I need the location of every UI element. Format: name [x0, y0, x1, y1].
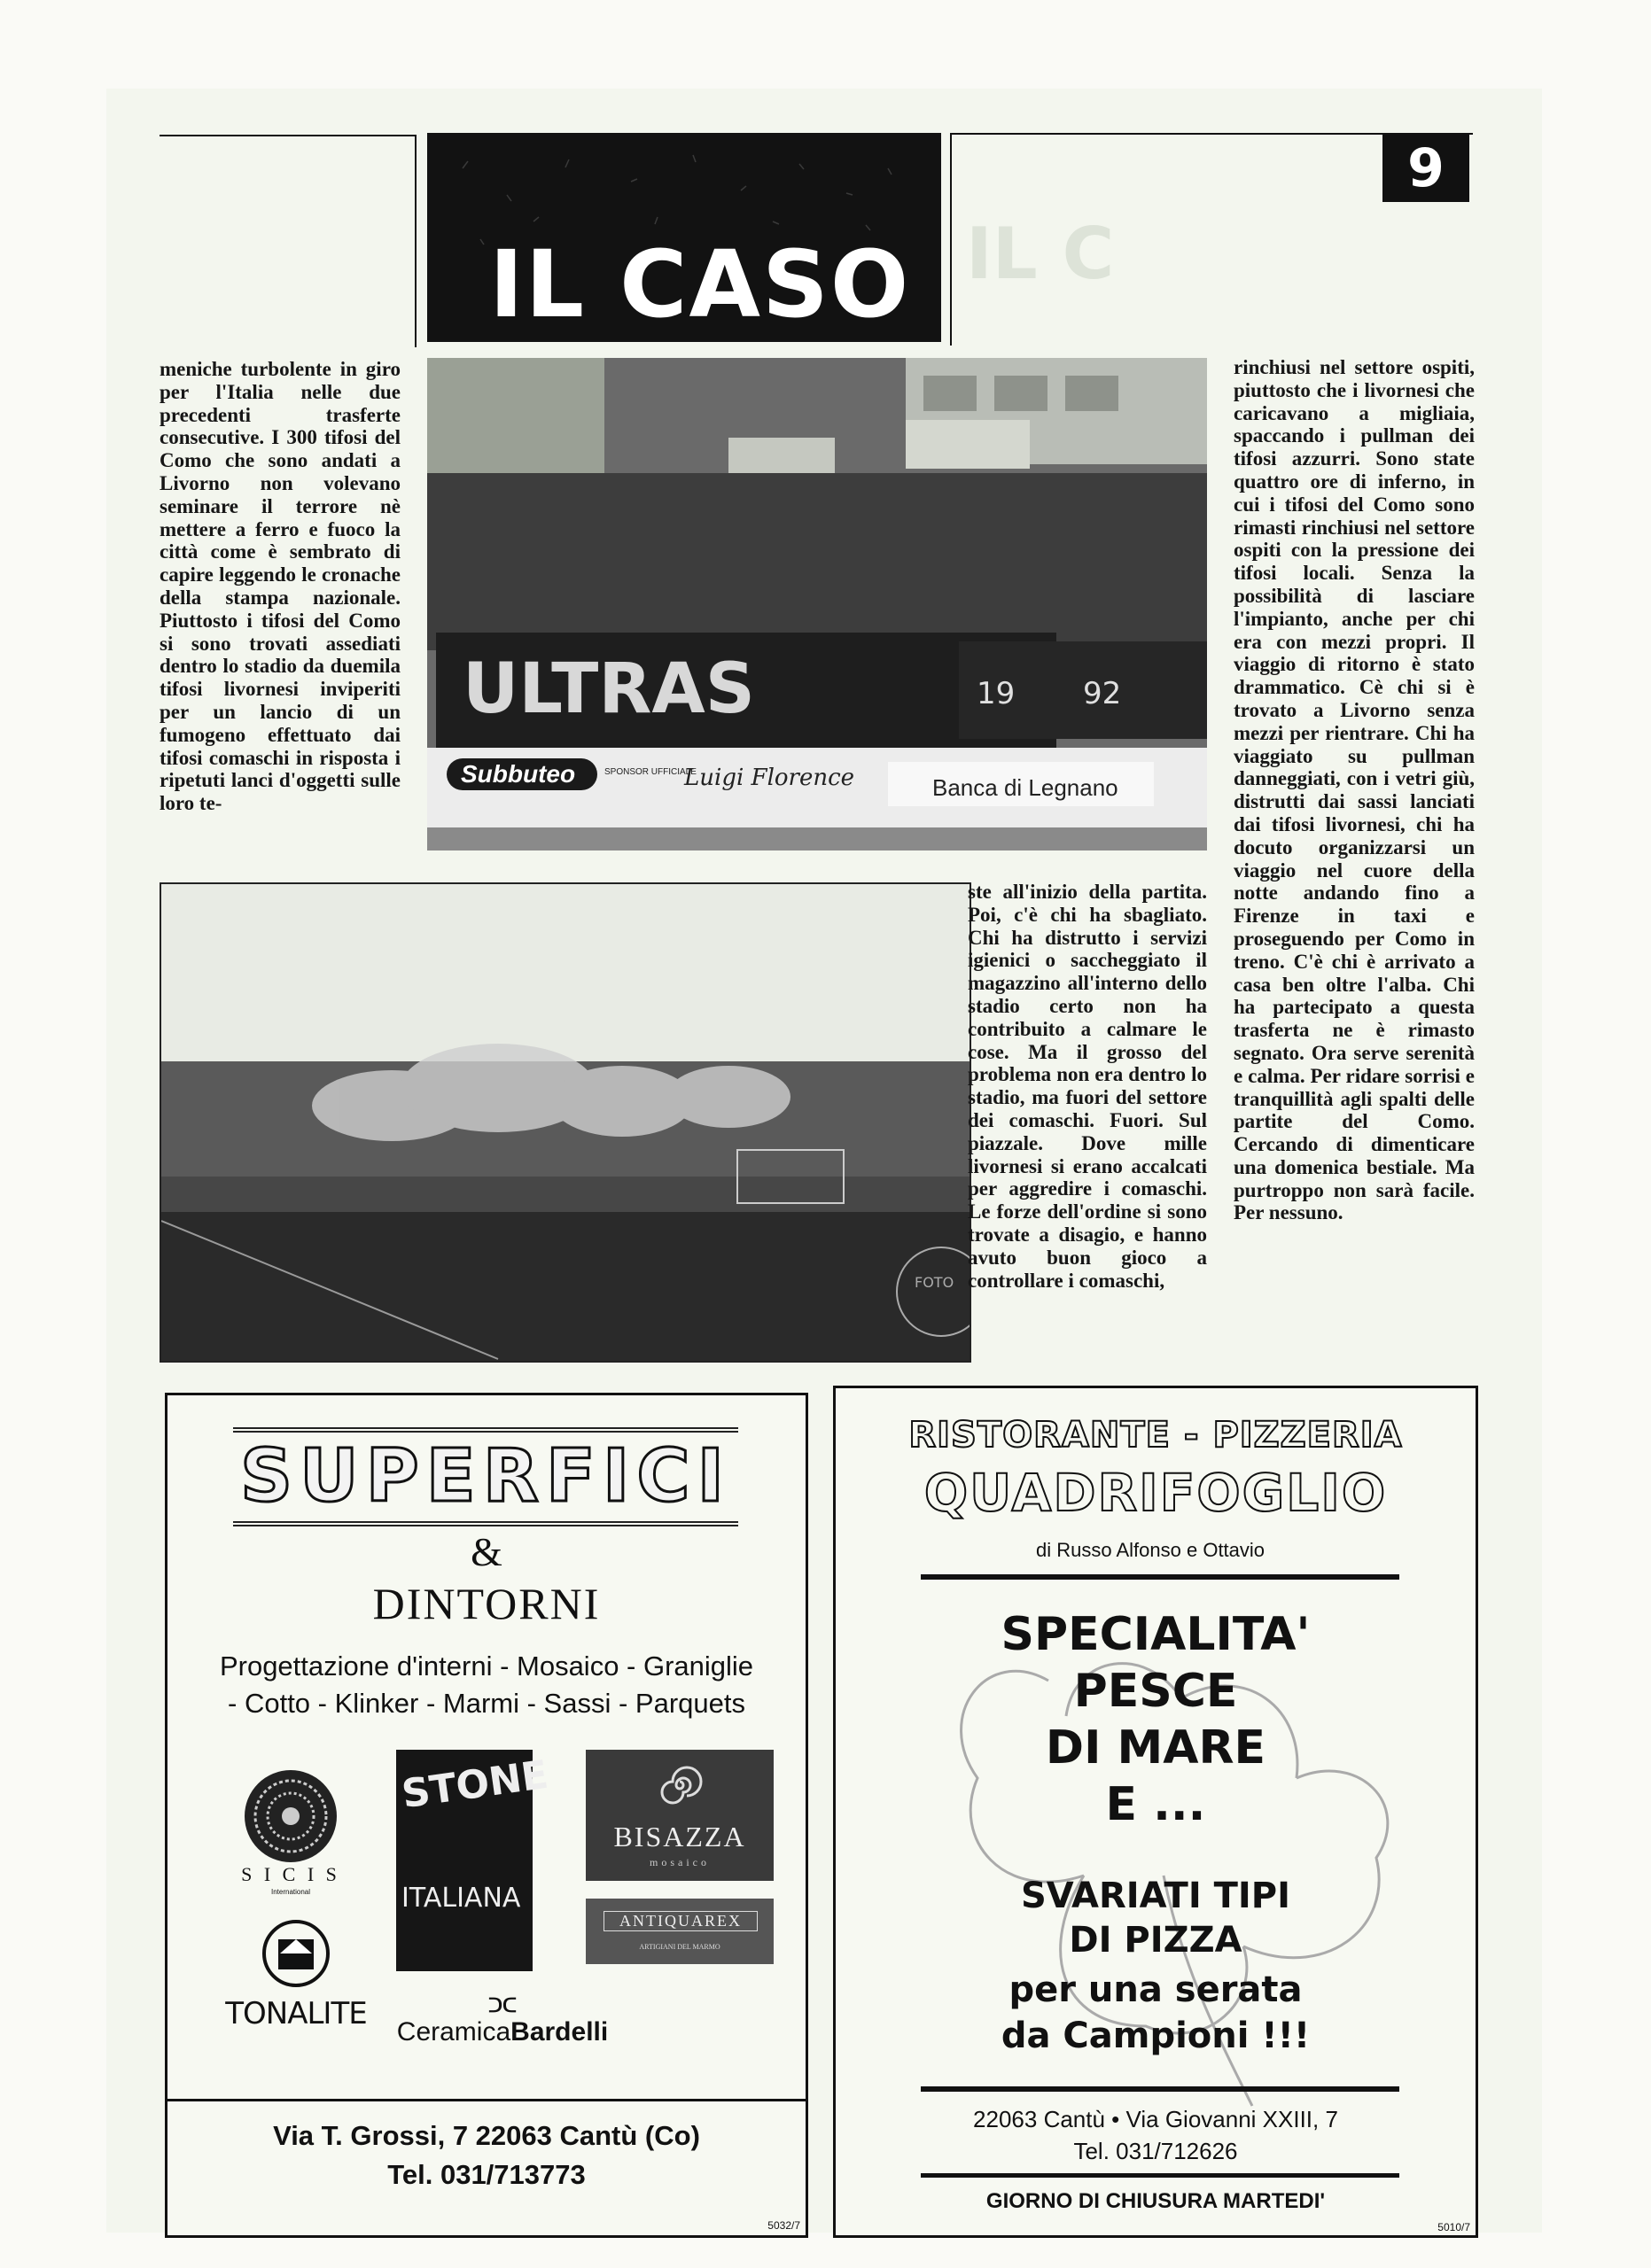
top-vrule-right [950, 133, 952, 346]
page-number: 9 [1382, 135, 1469, 202]
ad-superfici [165, 1393, 808, 2238]
quadrifoglio-phone: Tel. 031/712626 [1073, 2138, 1238, 2164]
qf-pesce: PESCE [1073, 1665, 1238, 1718]
ad-right-bottom-rule [921, 2173, 1399, 2178]
superfici-phone: Tel. 031/713773 [387, 2159, 586, 2190]
sicis-logo [215, 1767, 366, 1896]
section-title: IL CASO [489, 230, 911, 338]
quadrifoglio-address: 22063 Cantù • Via Giovanni XXIII, 7 [973, 2106, 1338, 2132]
ad-right-top-rule [921, 1574, 1399, 1580]
photo-stadium-stands [427, 358, 1207, 850]
quadrifoglio-owners: di Russo Alfonso e Ottavio [1036, 1539, 1266, 1561]
superfici-brand: SUPERFICI [239, 1434, 732, 1518]
top-rule-left [160, 135, 417, 136]
quadrifoglio-name: QUADRIFOGLIO [923, 1463, 1388, 1523]
quadrifoglio-closing: GIORNO DI CHIUSURA MARTEDI' [985, 2189, 1326, 2213]
superfici-amp: & [471, 1529, 502, 1574]
qf-serata: per una serata [1009, 1969, 1303, 2010]
antiquarex-sub: ARTIGIANI DEL MARMO [639, 1943, 720, 1951]
qf-svariati: SVARIATI TIPI [1020, 1876, 1290, 1916]
qf-campioni: da Campioni !!! [1001, 2016, 1311, 2056]
qf-di-mare: DI MARE [1045, 1721, 1266, 1775]
bisazza-spiral-icon [653, 1759, 706, 1812]
signature-board: Luigi Florence [684, 765, 855, 791]
ceramica-bardelli-logo [396, 1994, 609, 2047]
superfici-code: 5032/7 [767, 2219, 800, 2232]
tonalite-emblem-icon [261, 1918, 331, 1989]
bardelli-emblem-icon: ᑐᑕ [487, 1994, 518, 2016]
field-illustration [161, 884, 970, 1361]
qf-pizza: DI PIZZA [1069, 1920, 1242, 1961]
bleed-through-text: IL C [966, 213, 1115, 295]
article-column-1 [160, 358, 401, 815]
superfici-address: Via T. Grossi, 7 22063 Cantù (Co) [273, 2120, 700, 2151]
sponsor-board: SPONSOR UFFICIALE [604, 767, 697, 777]
qf-e: E ... [1105, 1778, 1206, 1831]
superfici-services-line2: - Cotto - Klinker - Marmi - Sassi - Parquets [228, 1688, 745, 1719]
bardelli-name: Bardelli [510, 2017, 609, 2047]
sicis-name: S I C I S [241, 1863, 340, 1885]
stone-name: STONE [399, 1751, 551, 1818]
superfici-services-line1: Progettazione d'interni - Mosaico - Graniglie [219, 1651, 754, 1682]
quadrifoglio-header: RISTORANTE - PIZZERIA [908, 1415, 1403, 1456]
stands-illustration [427, 358, 1207, 850]
top-vrule-left [415, 135, 417, 347]
qf-specialita: SPECIALITA' [1001, 1608, 1311, 1661]
tonalite-name: TONALITE [225, 1996, 367, 2031]
quadrifoglio-code: 5010/7 [1437, 2221, 1470, 2233]
bisazza-name: BISAZZA [613, 1821, 746, 1852]
banner-year-1: 19 [977, 676, 1016, 711]
ad-quadrifoglio [833, 1386, 1478, 2238]
article-column-3 [1234, 356, 1475, 1224]
tonalite-logo [221, 1918, 371, 2033]
bank-board: Banca di Legnano [932, 774, 1118, 801]
photo-stamp: FOTO [915, 1274, 954, 1291]
ad-right-mid-rule [921, 2086, 1399, 2092]
section-banner [427, 133, 941, 342]
article-text-col1: meniche turbolente in giro per l'Italia nelle due precedenti trasferte consecutive. I 300 tifosi del Como che sono andati a Livorno non volevano seminare il terrore nè mettere a ferro e fuoco la città come è sembrato di capire leggendo le cronache della stampa nazionale. Piuttosto i tifosi del Como si sono trovati assediati dentro lo stadio da duemila tifosi livornesi inviperiti per un lancio di un fumogeno effettuato dai tifosi comaschi in risposta i ripetuti lanci d'oggetti sulle loro te- [160, 358, 401, 815]
antiquarex-name: ANTIQUAREX [604, 1911, 758, 1931]
article-text-col2: ste all'inizio della partita. Poi, c'è chi ha sbagliato. Chi ha distrutto i servizi igienici o saccheggiato il magazzino all'interno dello stadio certo non ha contribuito a calmare le cose. Ma il grosso del problema non era dentro lo stadio, ma fuori del settore dei comaschi. Fuori. Sul piazzale. Dove mille livornesi si erano accalcati per aggredire i comaschi. Le forze dell'ordine si sono trovate a disagio, e hanno avuto buon gioco a controllare i comaschi, [968, 881, 1207, 1292]
antiquarex-logo [586, 1899, 774, 1964]
superfici-subtitle: DINTORNI [372, 1579, 601, 1628]
banner-year-2: 92 [1083, 676, 1122, 711]
stone-sub: ITALIANA [401, 1883, 521, 1914]
ad-left-divider [167, 2099, 806, 2101]
ultras-banner-text: ULTRAS [463, 649, 755, 729]
photo-stadium-field [160, 882, 971, 1363]
sicis-emblem-icon [242, 1767, 339, 1865]
sicis-sub: International [270, 1888, 311, 1896]
article-column-2 [968, 881, 1207, 1292]
subbuteo-board: Subbuteo [461, 760, 576, 788]
bisazza-sub: mosaico [650, 1856, 710, 1868]
article-text-col3: rinchiusi nel settore ospiti, piuttosto che i livornesi che caricavano a migliaia, spaccando i pullman dei tifosi azzurri. Sono state quattro ore di inferno, in cui i tifosi del Como sono rimasti rinchiusi nel settore ospiti con la pressione dei tifosi locali. Senza la possibilità di lasciare l'impianto, anche per chi era con mezzi propri. Il viaggio di ritorno è stato drammatico. Cè chi si è trovato a Livorno senza mezzi per rientrare. Chi ha viaggiato su pullman danneggiati, con i vetri giù, distrutti dai sassi lanciati dai tifosi livornesi, chi ha docuto organizzarsi un viaggio nel cuore della notte andando fino a Firenze in taxi e proseguendo per Como in treno. C'è chi è arrivato a casa ben oltre l'alba. Chi ha partecipato a questa trasferta ne è rimasto segnato. Ora serve serenità e calma. Per ridare sorrisi e tranquillità agli spalti delle partite del Como. Cercando di dimenticare una domenica bestiale. Ma purtroppo non sarà facile. Per nessuno. [1234, 356, 1475, 1224]
superfici-logo [233, 1427, 738, 1526]
ceramica-name: Ceramica [396, 2017, 511, 2047]
stone-italiana-logo [396, 1750, 551, 1971]
bisazza-logo [586, 1750, 774, 1881]
